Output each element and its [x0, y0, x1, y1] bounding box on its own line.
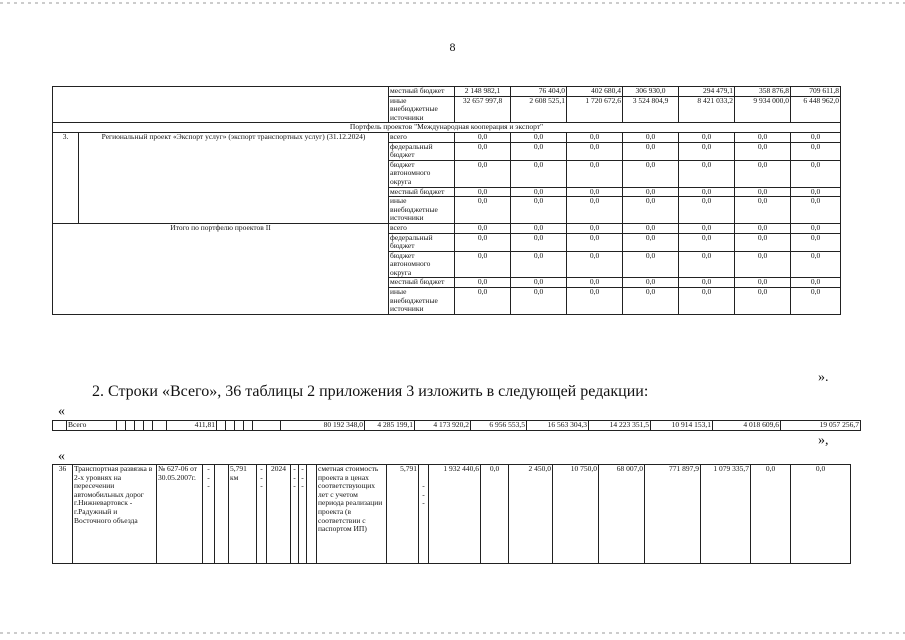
row36-value: 0,0 [791, 465, 851, 564]
value-cell: 0,0 [623, 187, 679, 197]
total-value: 4 018 609,6 [713, 421, 781, 431]
value-cell: 0,0 [679, 223, 735, 233]
value-cell: 0,0 [791, 233, 841, 251]
value-cell: 0,0 [567, 223, 623, 233]
value-cell: 0,0 [623, 197, 679, 224]
value-cell: 0,0 [567, 160, 623, 187]
value-cell: 0,0 [735, 160, 791, 187]
value-cell: 0,0 [567, 233, 623, 251]
value-cell: 9 934 000,0 [735, 96, 791, 123]
row36-cost-description: сметная стоимость проекта в ценах соответствующих лет с учетом периода реализации проекта (в соответствии с паспортом ИП) [317, 465, 387, 564]
portfolio-total-name: Итого по портфелю проектов II [53, 223, 389, 314]
value-cell: 0,0 [735, 142, 791, 160]
table-row [53, 132, 841, 142]
value-cell: 0,0 [791, 132, 841, 142]
value-cell: 0,0 [455, 278, 511, 288]
value-cell: 0,0 [735, 197, 791, 224]
page-number: 8 [449, 40, 456, 54]
value-cell: 0,0 [679, 160, 735, 187]
value-cell: 0,0 [735, 278, 791, 288]
value-cell: 0,0 [679, 132, 735, 142]
row-label: иные внебюджетные источники [389, 96, 455, 123]
row36-length: 5,791 км [229, 465, 257, 564]
row36-val1: 5,791 [387, 465, 419, 564]
value-cell: 0,0 [567, 278, 623, 288]
project-number: 3. [53, 132, 79, 223]
value-cell: 294 479,1 [679, 87, 735, 97]
value-cell: 6 448 962,0 [791, 96, 841, 123]
row36-name: Транспортная развязка в 2-х уровнях на пересечении автомобильных дорог г.Нижневартовск - г.Радужный и Восточного объезда [73, 465, 157, 564]
scan-edge-top [0, 2, 905, 4]
close-quote-2: », [818, 433, 829, 448]
value-cell: 0,0 [679, 288, 735, 315]
value-cell: 0,0 [511, 233, 567, 251]
value-cell: 402 680,4 [567, 87, 623, 97]
value-cell: 0,0 [455, 132, 511, 142]
row-label: местный бюджет [389, 278, 455, 288]
open-quote-1: « [58, 404, 65, 419]
value-cell: 0,0 [735, 187, 791, 197]
value-cell: 0,0 [623, 132, 679, 142]
value-cell: 0,0 [511, 132, 567, 142]
value-cell: 0,0 [511, 142, 567, 160]
total-value: 4 173 920,2 [415, 421, 471, 431]
total-v1: 411,81 [167, 421, 217, 431]
total-value: 14 223 351,5 [589, 421, 651, 431]
row-label: всего [389, 223, 455, 233]
value-cell: 0,0 [511, 223, 567, 233]
value-cell: 0,0 [791, 197, 841, 224]
value-cell: 0,0 [791, 278, 841, 288]
table-row [53, 223, 841, 233]
value-cell: 0,0 [455, 251, 511, 278]
row36-value: 68 007,0 [599, 465, 645, 564]
row-label: иные внебюджетные источники [389, 288, 455, 315]
value-cell: 0,0 [623, 223, 679, 233]
empty-name-cell [53, 87, 389, 123]
total-value: 80 192 348,0 [281, 421, 365, 431]
value-cell: 0,0 [735, 223, 791, 233]
row36-year: 2024 [267, 465, 291, 564]
row-label: всего [389, 132, 455, 142]
row-label: федеральный бюджет [389, 233, 455, 251]
value-cell: 0,0 [623, 142, 679, 160]
value-cell: 0,0 [455, 197, 511, 224]
total-value: 19 057 256,7 [781, 421, 861, 431]
value-cell: 0,0 [455, 142, 511, 160]
value-cell: 0,0 [567, 132, 623, 142]
value-cell: 0,0 [567, 197, 623, 224]
value-cell: 0,0 [791, 251, 841, 278]
row36-number: 36 [53, 465, 73, 564]
value-cell: 0,0 [679, 251, 735, 278]
value-cell: 0,0 [735, 288, 791, 315]
value-cell: 0,0 [679, 233, 735, 251]
value-cell: 76 404,0 [511, 87, 567, 97]
value-cell: 0,0 [623, 160, 679, 187]
total-value: 4 285 199,1 [365, 421, 415, 431]
row36-value: 1 079 335,7 [701, 465, 751, 564]
value-cell: 709 611,8 [791, 87, 841, 97]
value-cell: 0,0 [791, 187, 841, 197]
funding-table [52, 86, 841, 315]
value-cell: 0,0 [623, 233, 679, 251]
value-cell: 0,0 [791, 223, 841, 233]
value-cell: 0,0 [567, 288, 623, 315]
row-36 [53, 465, 851, 564]
value-cell: 0,0 [623, 288, 679, 315]
value-cell: 0,0 [735, 251, 791, 278]
value-cell: 0,0 [791, 142, 841, 160]
value-cell: 3 524 804,9 [623, 96, 679, 123]
value-cell: 0,0 [679, 187, 735, 197]
value-cell: 0,0 [735, 132, 791, 142]
row-label: федеральный бюджет [389, 142, 455, 160]
section-heading: 2. Строки «Всего», 36 таблицы 2 приложения 3 изложить в следующей редакции: [92, 383, 649, 400]
row-label: бюджет автономного округа [389, 160, 455, 187]
value-cell: 0,0 [455, 187, 511, 197]
value-cell: 0,0 [791, 288, 841, 315]
value-cell: 0,0 [679, 278, 735, 288]
value-cell: 0,0 [679, 142, 735, 160]
value-cell: 0,0 [623, 251, 679, 278]
total-value: 10 914 153,1 [651, 421, 713, 431]
value-cell: 0,0 [455, 288, 511, 315]
row36-value: 2 450,0 [509, 465, 553, 564]
value-cell: 0,0 [735, 233, 791, 251]
row36-table [52, 464, 851, 564]
value-cell: 0,0 [791, 160, 841, 187]
value-cell: 0,0 [567, 187, 623, 197]
value-cell: 0,0 [511, 187, 567, 197]
row36-dash-cell: - - - [257, 465, 267, 564]
value-cell: 8 421 033,2 [679, 96, 735, 123]
value-cell: 358 876,8 [735, 87, 791, 97]
row-label: местный бюджет [389, 187, 455, 197]
row36-dash-cell: - - - [299, 465, 307, 564]
value-cell: 0,0 [511, 197, 567, 224]
value-cell: 2 148 982,1 [455, 87, 511, 97]
row36-dash-cell: - - - [291, 465, 299, 564]
row36-dash-cell: - - - [203, 465, 215, 564]
open-quote-2: « [58, 449, 65, 464]
close-quote-1: ». [818, 370, 829, 385]
value-cell: 0,0 [567, 251, 623, 278]
table-row [53, 87, 841, 97]
value-cell: 0,0 [511, 278, 567, 288]
row36-value: 771 897,9 [645, 465, 701, 564]
value-cell: 0,0 [511, 160, 567, 187]
total-value: 6 956 553,5 [471, 421, 527, 431]
row36-document: № 627-06 от 30.05.2007г. [157, 465, 203, 564]
row36-dash-cell: - - - [419, 465, 429, 564]
value-cell: 0,0 [679, 197, 735, 224]
value-cell: 0,0 [455, 160, 511, 187]
total-row-table [52, 420, 861, 431]
value-cell: 0,0 [511, 251, 567, 278]
value-cell: 2 608 525,1 [511, 96, 567, 123]
row36-value: 0,0 [751, 465, 791, 564]
total-label: Всего [67, 421, 117, 431]
value-cell: 32 657 997,8 [455, 96, 511, 123]
row-label: бюджет автономного округа [389, 251, 455, 278]
row-label: местный бюджет [389, 87, 455, 97]
total-row [53, 421, 861, 431]
value-cell: 1 720 672,6 [567, 96, 623, 123]
portfolio-title: Портфель проектов "Международная кооперация и экспорт" [53, 123, 841, 133]
value-cell: 0,0 [511, 288, 567, 315]
value-cell: 0,0 [623, 278, 679, 288]
row36-value: 0,0 [481, 465, 509, 564]
value-cell: 306 930,0 [623, 87, 679, 97]
scan-edge-bottom [0, 632, 905, 634]
row-label: иные внебюджетные источники [389, 197, 455, 224]
row36-value: 1 932 440,6 [429, 465, 481, 564]
value-cell: 0,0 [455, 233, 511, 251]
value-cell: 0,0 [567, 142, 623, 160]
row36-value: 10 750,0 [553, 465, 599, 564]
total-value: 16 563 304,3 [527, 421, 589, 431]
project-name: Региональный проект «Экспорт услуг» (экспорт транспортных услуг) (31.12.2024) [79, 132, 389, 223]
value-cell: 0,0 [455, 223, 511, 233]
